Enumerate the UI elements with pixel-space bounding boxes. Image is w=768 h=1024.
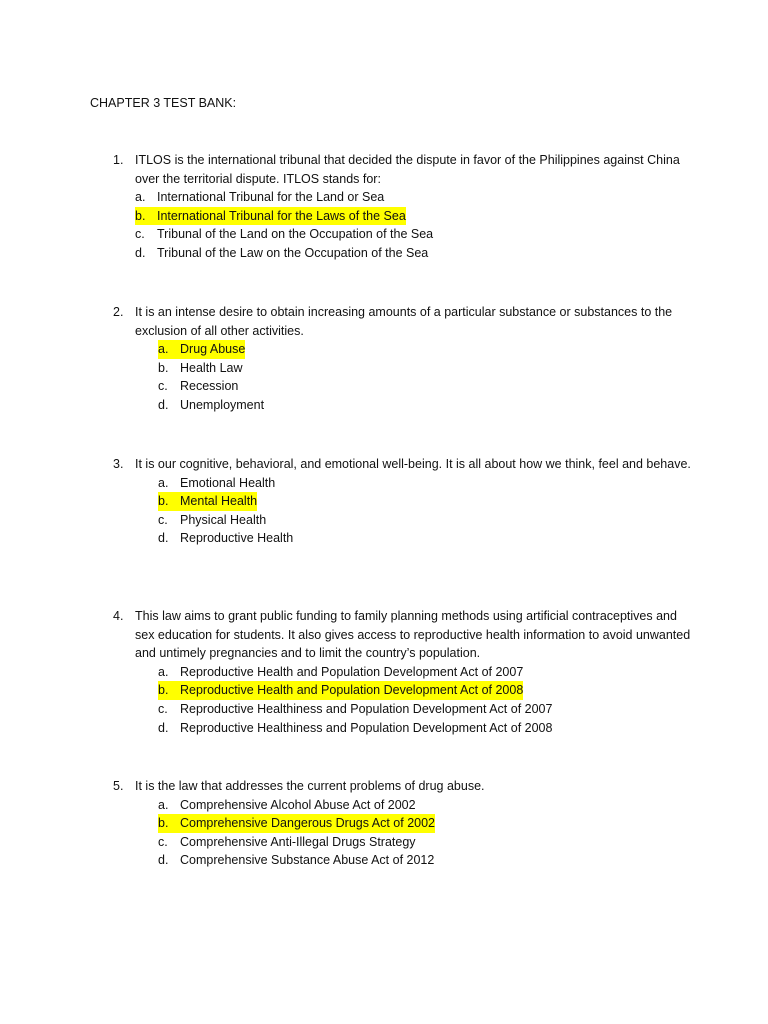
question-1 xyxy=(113,151,693,263)
option-letter: d. xyxy=(135,245,146,260)
answer-option-a xyxy=(158,474,693,493)
answer-option-a xyxy=(158,796,693,815)
option-letter: d. xyxy=(158,397,169,412)
answer-options xyxy=(113,796,693,870)
answer-options xyxy=(113,474,693,548)
option-text: Emotional Health xyxy=(180,475,276,490)
answer-option-d xyxy=(158,719,693,738)
question-text: It is an intense desire to obtain increasing amounts of a particular substance or substances to the exclusion of all other activities. xyxy=(135,305,673,338)
question-text: It is the law that addresses the current problems of drug abuse. xyxy=(135,779,485,793)
option-text: Comprehensive Anti-Illegal Drugs Strategy xyxy=(180,834,416,849)
answer-option-a xyxy=(158,340,693,359)
option-letter: b. xyxy=(158,683,169,698)
option-letter: c. xyxy=(158,701,168,716)
option-text: Comprehensive Substance Abuse Act of 2012 xyxy=(180,853,435,868)
answer-option-b xyxy=(158,492,693,511)
option-text: International Tribunal for the Laws of the Sea xyxy=(157,208,406,223)
answer-option-c xyxy=(135,225,693,244)
answer-option-c xyxy=(158,377,693,396)
answer-option-b xyxy=(135,207,693,226)
answer-option-d xyxy=(158,396,693,415)
answer-option-c xyxy=(158,833,693,852)
answer-option-a xyxy=(158,663,693,682)
option-text: Tribunal of the Law on the Occupation of the Sea xyxy=(157,245,429,260)
question-number: 1. xyxy=(113,153,124,167)
answer-option-b xyxy=(158,681,693,700)
option-letter: a. xyxy=(158,664,169,679)
answer-option-d xyxy=(158,529,693,548)
option-letter: d. xyxy=(158,531,169,546)
option-letter: b. xyxy=(158,494,169,509)
option-letter: d. xyxy=(158,720,169,735)
option-letter: a. xyxy=(158,342,169,357)
answer-option-c xyxy=(158,511,693,530)
option-text: Reproductive Health and Population Development Act of 2008 xyxy=(180,683,524,698)
option-text: Reproductive Health xyxy=(180,531,294,546)
question-text: This law aims to grant public funding to family planning methods using artificial contraceptives and sex education for students. It also gives access to reproductive health information to avoid unwanted and untimely pregnancies and to limit the country’s population. xyxy=(135,609,691,661)
option-letter: c. xyxy=(158,379,168,394)
option-text: Recession xyxy=(180,379,239,394)
question-number: 4. xyxy=(113,609,124,623)
question-5 xyxy=(113,777,693,870)
option-letter: c. xyxy=(135,227,145,242)
option-text: Unemployment xyxy=(180,397,265,412)
option-letter: d. xyxy=(158,853,169,868)
option-text: Comprehensive Dangerous Drugs Act of 2002 xyxy=(180,816,436,831)
option-text: Tribunal of the Land on the Occupation of the Sea xyxy=(157,227,434,242)
option-text: Reproductive Healthiness and Population Development Act of 2008 xyxy=(180,720,553,735)
answer-options xyxy=(113,340,693,414)
question-2 xyxy=(113,303,693,415)
option-letter: c. xyxy=(158,834,168,849)
answer-option-d xyxy=(135,244,693,263)
answer-option-c xyxy=(158,700,693,719)
option-letter: b. xyxy=(158,360,169,375)
answer-option-b xyxy=(158,359,693,378)
page-title: CHAPTER 3 TEST BANK: xyxy=(90,96,237,110)
option-text: Mental Health xyxy=(180,494,258,509)
answer-options xyxy=(113,188,693,262)
option-letter: b. xyxy=(135,208,146,223)
question-number: 5. xyxy=(113,779,124,793)
option-text: Physical Health xyxy=(180,512,267,527)
answer-options xyxy=(113,663,693,737)
option-letter: a. xyxy=(158,797,169,812)
answer-option-b xyxy=(158,814,693,833)
question-3 xyxy=(113,455,693,548)
question-4 xyxy=(113,607,693,737)
option-letter: c. xyxy=(158,512,168,527)
option-text: International Tribunal for the Land or Sea xyxy=(157,190,385,205)
question-text: ITLOS is the international tribunal that decided the dispute in favor of the Philippines against China over the territorial dispute. ITLOS stands for: xyxy=(135,153,680,186)
option-letter: a. xyxy=(135,190,146,205)
option-letter: b. xyxy=(158,816,169,831)
answer-option-d xyxy=(158,851,693,870)
option-text: Reproductive Healthiness and Population Development Act of 2007 xyxy=(180,701,553,716)
option-text: Comprehensive Alcohol Abuse Act of 2002 xyxy=(180,797,416,812)
option-text: Health Law xyxy=(180,360,243,375)
option-text: Reproductive Health and Population Development Act of 2007 xyxy=(180,664,524,679)
option-letter: a. xyxy=(158,475,169,490)
option-text: Drug Abuse xyxy=(180,342,246,357)
question-number: 2. xyxy=(113,305,124,319)
question-number: 3. xyxy=(113,457,124,471)
question-text: It is our cognitive, behavioral, and emotional well-being. It is all about how we think, feel and behave. xyxy=(135,457,691,471)
answer-option-a xyxy=(135,188,693,207)
